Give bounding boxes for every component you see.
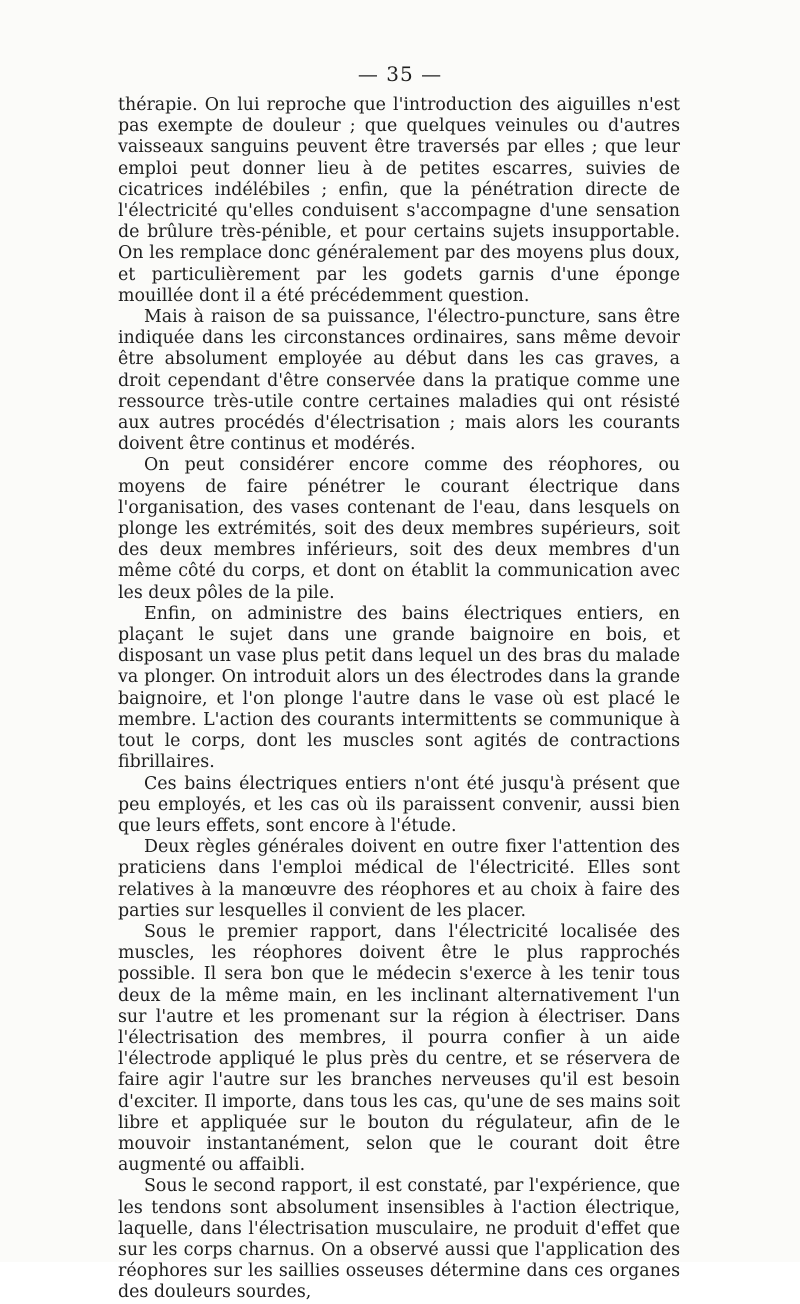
paragraph-electro-puncture: Mais à raison de sa puissance, l'électro-puncture, sans être indiquée dans les circonstances ordinaires, sans même devoir être absolument employée au début dans les cas graves, a droit cependant d'être conservée dans la pratique comme une ressource très-utile contre certaines maladies qui ont résisté aux autres procédés d'électrisation ; mais alors les courants doivent être continus et modérés.	[118, 307, 680, 455]
page-number: — 35 —	[357, 62, 443, 86]
paragraph-first-rule: Sous le premier rapport, dans l'électricité localisée des muscles, les réophores doivent être le plus rapprochés possible. Il sera bon que le médecin s'exerce à les tenir tous deux de la même main, en les inclinant alternativement l'un sur l'autre et les promenant sur la région à électriser. Dans l'électrisation des membres, il pourra confier à un aide l'électrode appliqué le plus près du centre, et se réservera de faire agir l'autre sur les branches nerveuses qu'il est besoin d'exciter. Il importe, dans tous les cas, qu'une de ses mains soit libre et appliquée sur le bouton du régulateur, afin de le mouvoir instantanément, selon que le courant doit être augmenté ou affaibli.	[118, 921, 680, 1176]
body-text	[118, 95, 680, 1304]
paragraph-reophores-vases: On peut considérer encore comme des réophores, ou moyens de faire pénétrer le courant électrique dans l'organisation, des vases contenant de l'eau, dans lesquels on plonge les extrémités, soit des deux membres supérieurs, soit des deux membres inférieurs, soit des deux membres d'un même côté du corps, et dont on établit la communication avec les deux pôles de la pile.	[118, 455, 680, 603]
paragraph-second-rule: Sous le second rapport, il est constaté, par l'expérience, que les tendons sont absolument insensibles à l'action électrique, laquelle, dans l'électrisation musculaire, ne produit d'effet que sur les corps charnus. On a observé aussi que l'application des réophores sur les saillies osseuses détermine dans ces organes des douleurs sourdes,	[118, 1176, 680, 1303]
paragraph-general-rules: Deux règles générales doivent en outre fixer l'attention des praticiens dans l'emploi médical de l'électricité. Elles sont relatives à la manœuvre des réophores et au choix à faire des parties sur lesquelles il convient de les placer.	[118, 837, 680, 921]
paragraph-electric-baths: Enfin, on administre des bains électriques entiers, en plaçant le sujet dans une grande baignoire en bois, et disposant un vase plus petit dans lequel un des bras du malade va plonger. On introduit alors un des électrodes dans la grande baignoire, et l'on plonge l'autre dans le vase où est placé le membre. L'action des courants intermittents se communique à tout le corps, dont les muscles sont agités de contractions fibrillaires.	[118, 603, 680, 773]
paragraph-baths-usage: Ces bains électriques entiers n'ont été jusqu'à présent que peu employés, et les cas où ils paraissent convenir, aussi bien que leurs effets, sont encore à l'étude.	[118, 773, 680, 836]
paragraph-continuation: thérapie. On lui reproche que l'introduction des aiguilles n'est pas exempte de douleur ; que quelques veinules ou d'autres vaisseaux sanguins peuvent être traversés par elles ; que leur emploi peut donner lieu à de petites escarres, suivies de cicatrices indélébiles ; enfin, que la pénétration directe de l'électricité qu'elles conduisent s'accompagne d'une sensation de brûlure très-pénible, et pour certains sujets insupportable. On les remplace donc généralement par des moyens plus doux, et particulièrement par les godets garnis d'une éponge mouillée dont il a été précédemment question.	[118, 95, 680, 306]
